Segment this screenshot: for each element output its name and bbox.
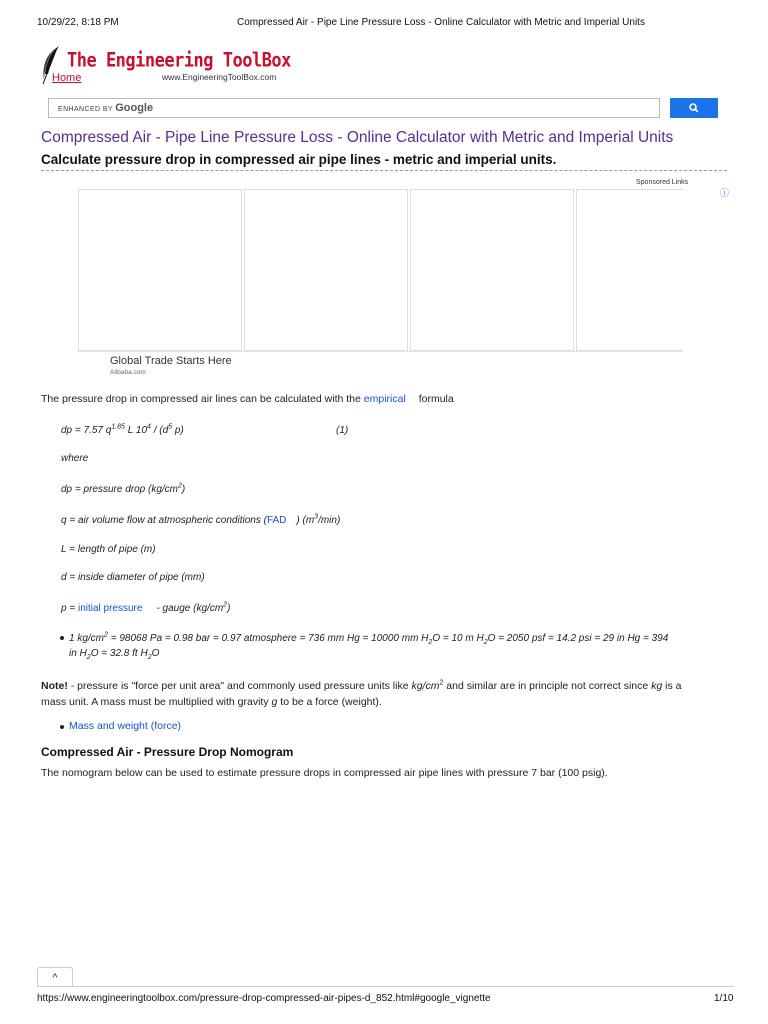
conv-text: O = 32.8 ft H [90,648,148,659]
intro-text: The pressure drop in compressed air lines can be calculated with the [41,393,361,405]
mass-weight-link[interactable]: Mass and weight (force) [69,720,182,732]
intro-paragraph [41,393,454,405]
site-url: www.EngineeringToolBox.com [162,72,277,82]
initial-pressure-link[interactable]: initial pressure [77,603,143,614]
print-title: Compressed Air - Pipe Line Pressure Loss - Online Calculator with Metric and Imperial Units [237,17,645,28]
eq-exponent: 1.85 [111,423,125,431]
conv-subscript: 2 [147,654,152,661]
search-branding [58,102,153,114]
ad-divider [78,351,683,352]
ad-source: Alibaba.com [110,369,146,376]
L-definition: L = length of pipe (m) [61,544,156,555]
q-definition [61,515,340,526]
def-exponent: 2 [223,601,228,609]
eq-part: p) [172,425,184,436]
d-definition: d = inside diameter of pipe (mm) [61,572,205,583]
page-subtitle: Calculate pressure drop in compressed air pipe lines - metric and imperial units. [41,152,557,167]
def-text: ) [181,484,186,495]
empirical-link[interactable]: empirical [363,393,406,405]
eq-part: / (d [150,425,169,436]
conv-text: O = 10 m H [432,633,484,644]
where-label: where [61,453,89,464]
def-text: - gauge (kg/cm [156,603,224,614]
print-date: 10/29/22, 8:18 PM [37,17,119,28]
conv-text: 1 kg/cm [69,633,105,644]
note-text: - pressure is "force per unit area" and commonly used pressure units like [67,680,412,692]
ad-slot[interactable] [244,189,408,351]
conv-subscript: 2 [483,639,488,646]
note-text: and similar are in principle not correct since [443,680,652,692]
note-paragraph [41,678,731,710]
bullet [60,636,64,640]
fad-link[interactable]: FAD [266,515,287,526]
dp-definition [61,484,185,495]
note-text: is a [662,680,682,692]
conv-text: O [151,648,160,659]
def-text: q = air volume flow at atmospheric conditions ( [61,515,267,526]
eq-part: dp = 7.57 q [61,425,112,436]
conv-subscript: 2 [428,639,433,646]
site-logo-title[interactable]: The Engineering ToolBox [67,49,291,72]
unit-conversion [69,631,734,661]
ad-slot[interactable] [410,189,574,351]
def-text: ) (m [296,515,315,526]
search-button[interactable] [670,98,718,118]
def-text: /min) [318,515,341,526]
search-input[interactable] [48,98,660,118]
scroll-top-button[interactable] [37,967,73,986]
footer-url: https://www.engineeringtoolbox.com/pressure-drop-compressed-air-pipes-d_852.html#google_vignette [37,993,491,1004]
ad-caption[interactable]: Global Trade Starts Here [110,355,232,367]
note-unit: kg/cm [411,680,440,692]
p-definition [61,603,230,614]
sponsored-label: Sponsored Links [636,179,689,186]
note-text: to be a force (weight). [277,696,382,708]
conv-text: = 98068 Pa = 0.98 bar = 0.97 atmosphere = 736 mm Hg = 10000 mm H [107,633,429,644]
conv-subscript: 2 [86,654,91,661]
note-label: Note! [41,680,68,692]
footer-divider [37,986,734,987]
intro-tail: formula [418,393,454,405]
eq-part: L 10 [124,425,148,436]
nomogram-heading: Compressed Air - Pressure Drop Nomogram [41,745,294,759]
equation-number: (1) [336,425,349,436]
ad-slot[interactable] [78,189,242,351]
formula-equation [61,425,184,436]
page-title: Compressed Air - Pipe Line Pressure Loss - Online Calculator with Metric and Imperial Units [41,129,674,146]
def-exponent: 3 [314,513,319,521]
search-brand-name: Google [115,102,154,114]
conv-text: in H [69,648,87,659]
conv-text: O = 2050 psf = 14.2 psi = 29 in Hg = 394 [487,633,669,644]
chevron-up-icon: ^ [52,972,58,984]
eq-exponent: 4 [147,423,151,431]
note-g: g [271,696,278,708]
search-icon [670,98,718,118]
page-number: 1/10 [714,993,734,1004]
home-link[interactable]: Home [52,72,82,84]
eq-exponent: 5 [168,423,173,431]
def-exponent: 2 [178,482,182,490]
ad-info-icon[interactable]: ⓘ [720,188,730,198]
divider [41,170,727,171]
note-text: mass unit. A mass must be multiplied with gravity [41,696,272,708]
def-text: p = [61,603,78,614]
conv-exponent: 2 [104,631,108,639]
nomogram-text: The nomogram below can be used to estimate pressure drops in compressed air pipe lines with pressure 7 bar (100 psig). [41,767,608,779]
note-kg: kg [651,680,663,692]
def-text: dp = pressure drop (kg/cm [61,484,178,495]
bullet [60,725,64,729]
ad-slot[interactable] [576,189,683,351]
def-text: ) [227,603,231,614]
search-brand-prefix: ENHANCED BY [58,106,113,113]
note-exponent: 2 [439,679,444,687]
